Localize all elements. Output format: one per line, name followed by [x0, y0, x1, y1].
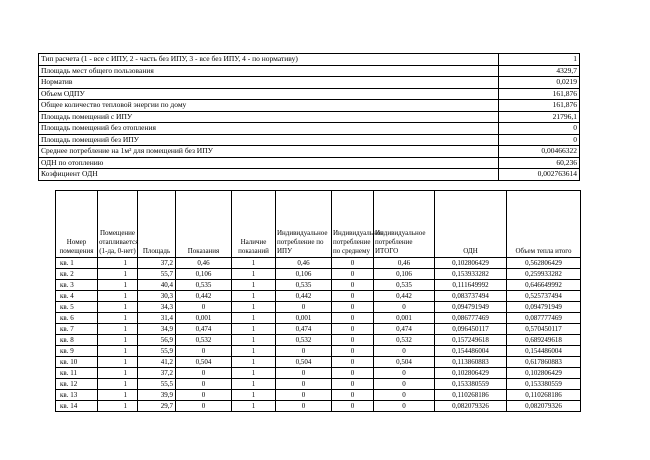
- cell-odn: 0,153933282: [435, 269, 507, 280]
- col-header-odn: ОДН: [435, 191, 507, 258]
- summary-label: Норматив: [39, 77, 499, 89]
- summary-value: 60,236: [499, 157, 580, 169]
- calculation-table: [55, 190, 581, 412]
- summary-label: Тип расчета (1 - все с ИПУ, 2 - часть без ИПУ, 3 - все без ИПУ, 4 - по нормативу): [39, 54, 499, 66]
- cell-individual-total: 0,532: [374, 335, 435, 346]
- cell-individual-average: 0: [332, 269, 374, 280]
- cell-heated: 1: [98, 302, 138, 313]
- summary-value: 0: [499, 123, 580, 135]
- summary-row: [39, 157, 580, 169]
- cell-room-number: кв. 2: [56, 269, 98, 280]
- cell-readings: 0: [176, 346, 232, 357]
- cell-area: 34,9: [138, 324, 176, 335]
- cell-individual-ipu: 0,46: [276, 258, 332, 269]
- cell-readings: 0,474: [176, 324, 232, 335]
- summary-row: [39, 146, 580, 158]
- summary-value: 161,876: [499, 100, 580, 112]
- cell-readings: 0: [176, 368, 232, 379]
- cell-has-readings: 1: [232, 346, 276, 357]
- cell-individual-average: 0: [332, 291, 374, 302]
- table-row: [56, 258, 581, 269]
- cell-room-number: кв. 7: [56, 324, 98, 335]
- col-header-heat-total: Объем тепла итого: [507, 191, 581, 258]
- cell-room-number: кв. 8: [56, 335, 98, 346]
- cell-individual-average: 0: [332, 258, 374, 269]
- cell-readings: 0,535: [176, 280, 232, 291]
- cell-odn: 0,094791949: [435, 302, 507, 313]
- cell-heat-total: 0,102806429: [507, 368, 581, 379]
- table-row: [56, 280, 581, 291]
- summary-label: Площадь помещений без ИПУ: [39, 134, 499, 146]
- col-header-has-readings: Наличие показаний: [232, 191, 276, 258]
- cell-has-readings: 1: [232, 401, 276, 412]
- summary-label: Коэфициент ОДН: [39, 169, 499, 181]
- cell-individual-average: 0: [332, 280, 374, 291]
- cell-individual-total: 0,535: [374, 280, 435, 291]
- cell-individual-total: 0: [374, 401, 435, 412]
- summary-label: Площадь помещений без отопления: [39, 123, 499, 135]
- cell-individual-total: 0: [374, 390, 435, 401]
- summary-row: [39, 54, 580, 66]
- cell-has-readings: 1: [232, 291, 276, 302]
- cell-area: 37,2: [138, 368, 176, 379]
- cell-individual-ipu: 0: [276, 368, 332, 379]
- table-row: [56, 368, 581, 379]
- cell-area: 34,3: [138, 302, 176, 313]
- cell-heat-total: 0,689249618: [507, 335, 581, 346]
- cell-readings: 0: [176, 401, 232, 412]
- summary-value: 0,002763614: [499, 169, 580, 181]
- cell-room-number: кв. 13: [56, 390, 98, 401]
- col-header-room-number: Номер помещения: [56, 191, 98, 258]
- cell-individual-ipu: 0: [276, 379, 332, 390]
- cell-individual-ipu: 0,535: [276, 280, 332, 291]
- cell-area: 31,4: [138, 313, 176, 324]
- summary-label: Объем ОДПУ: [39, 88, 499, 100]
- cell-has-readings: 1: [232, 324, 276, 335]
- cell-individual-total: 0,474: [374, 324, 435, 335]
- summary-row: [39, 169, 580, 181]
- summary-label: Площадь мест общего пользования: [39, 65, 499, 77]
- summary-row: [39, 111, 580, 123]
- cell-room-number: кв. 11: [56, 368, 98, 379]
- cell-room-number: кв. 9: [56, 346, 98, 357]
- cell-heated: 1: [98, 379, 138, 390]
- cell-area: 39,9: [138, 390, 176, 401]
- cell-heated: 1: [98, 357, 138, 368]
- cell-area: 40,4: [138, 280, 176, 291]
- cell-individual-average: 0: [332, 324, 374, 335]
- cell-individual-ipu: 0,001: [276, 313, 332, 324]
- summary-value: 161,876: [499, 88, 580, 100]
- cell-room-number: кв. 5: [56, 302, 98, 313]
- cell-heat-total: 0,617860883: [507, 357, 581, 368]
- table-row: [56, 346, 581, 357]
- table-row: [56, 401, 581, 412]
- cell-readings: 0,46: [176, 258, 232, 269]
- cell-individual-total: 0,442: [374, 291, 435, 302]
- cell-heated: 1: [98, 335, 138, 346]
- cell-individual-total: 0: [374, 302, 435, 313]
- cell-individual-ipu: 0: [276, 390, 332, 401]
- cell-readings: 0,442: [176, 291, 232, 302]
- col-header-heated: Помещение отапливается (1-да, 0-нет): [98, 191, 138, 258]
- cell-odn: 0,110268186: [435, 390, 507, 401]
- cell-has-readings: 1: [232, 313, 276, 324]
- cell-heated: 1: [98, 401, 138, 412]
- cell-room-number: кв. 4: [56, 291, 98, 302]
- cell-heated: 1: [98, 324, 138, 335]
- table-row: [56, 324, 581, 335]
- cell-area: 55,9: [138, 346, 176, 357]
- summary-value: 0: [499, 134, 580, 146]
- cell-individual-ipu: 0,532: [276, 335, 332, 346]
- col-header-readings: Показания: [176, 191, 232, 258]
- table-row: [56, 313, 581, 324]
- table-row: [56, 302, 581, 313]
- col-header-individual-ipu: Индивидуальное потребление по ИПУ: [276, 191, 332, 258]
- cell-individual-ipu: 0: [276, 401, 332, 412]
- cell-has-readings: 1: [232, 390, 276, 401]
- cell-odn: 0,086777469: [435, 313, 507, 324]
- summary-value: 0,00466322: [499, 146, 580, 158]
- cell-individual-average: 0: [332, 302, 374, 313]
- summary-row: [39, 65, 580, 77]
- cell-has-readings: 1: [232, 357, 276, 368]
- cell-odn: 0,111649992: [435, 280, 507, 291]
- cell-individual-total: 0: [374, 379, 435, 390]
- cell-odn: 0,102806429: [435, 258, 507, 269]
- summary-row: [39, 77, 580, 89]
- cell-heat-total: 0,646649992: [507, 280, 581, 291]
- cell-room-number: кв. 14: [56, 401, 98, 412]
- summary-label: Среднее потребление на 1м² для помещений без ИПУ: [39, 146, 499, 158]
- cell-heat-total: 0,082079326: [507, 401, 581, 412]
- cell-room-number: кв. 1: [56, 258, 98, 269]
- cell-heat-total: 0,094791949: [507, 302, 581, 313]
- col-header-individual-total: Индивидуальное потребление ИТОГО: [374, 191, 435, 258]
- table-row: [56, 291, 581, 302]
- cell-individual-ipu: 0,106: [276, 269, 332, 280]
- cell-area: 37,2: [138, 258, 176, 269]
- summary-value: 21796,1: [499, 111, 580, 123]
- cell-heat-total: 0,087777469: [507, 313, 581, 324]
- cell-heated: 1: [98, 313, 138, 324]
- cell-area: 30,3: [138, 291, 176, 302]
- summary-label: Площадь помещений с ИПУ: [39, 111, 499, 123]
- summary-row: [39, 100, 580, 112]
- cell-heat-total: 0,259933282: [507, 269, 581, 280]
- cell-odn: 0,096450117: [435, 324, 507, 335]
- cell-odn: 0,153380559: [435, 379, 507, 390]
- cell-has-readings: 1: [232, 269, 276, 280]
- cell-room-number: кв. 10: [56, 357, 98, 368]
- cell-heated: 1: [98, 258, 138, 269]
- cell-readings: 0: [176, 390, 232, 401]
- cell-individual-ipu: 0,442: [276, 291, 332, 302]
- cell-heat-total: 0,110268186: [507, 390, 581, 401]
- cell-heat-total: 0,153380559: [507, 379, 581, 390]
- cell-has-readings: 1: [232, 335, 276, 346]
- cell-individual-average: 0: [332, 357, 374, 368]
- cell-odn: 0,157249618: [435, 335, 507, 346]
- summary-value: 1: [499, 54, 580, 66]
- cell-has-readings: 1: [232, 379, 276, 390]
- cell-individual-ipu: 0: [276, 346, 332, 357]
- cell-readings: 0,532: [176, 335, 232, 346]
- cell-heated: 1: [98, 269, 138, 280]
- cell-individual-average: 0: [332, 401, 374, 412]
- calc-header-row: [56, 191, 581, 258]
- cell-odn: 0,083737494: [435, 291, 507, 302]
- cell-individual-total: 0: [374, 346, 435, 357]
- cell-readings: 0,106: [176, 269, 232, 280]
- cell-heated: 1: [98, 390, 138, 401]
- cell-individual-average: 0: [332, 390, 374, 401]
- summary-value: 4329,7: [499, 65, 580, 77]
- cell-individual-average: 0: [332, 335, 374, 346]
- summary-row: [39, 88, 580, 100]
- cell-readings: 0,504: [176, 357, 232, 368]
- cell-readings: 0,001: [176, 313, 232, 324]
- summary-label: ОДН по отоплению: [39, 157, 499, 169]
- cell-heated: 1: [98, 368, 138, 379]
- cell-heat-total: 0,154486004: [507, 346, 581, 357]
- cell-area: 55,5: [138, 379, 176, 390]
- cell-heat-total: 0,562806429: [507, 258, 581, 269]
- cell-individual-ipu: 0,474: [276, 324, 332, 335]
- cell-individual-total: 0: [374, 368, 435, 379]
- cell-individual-average: 0: [332, 313, 374, 324]
- cell-individual-total: 0,46: [374, 258, 435, 269]
- cell-individual-total: 0,001: [374, 313, 435, 324]
- cell-individual-total: 0,504: [374, 357, 435, 368]
- cell-heat-total: 0,570450117: [507, 324, 581, 335]
- cell-has-readings: 1: [232, 368, 276, 379]
- cell-room-number: кв. 6: [56, 313, 98, 324]
- cell-heated: 1: [98, 346, 138, 357]
- cell-individual-ipu: 0: [276, 302, 332, 313]
- cell-heated: 1: [98, 291, 138, 302]
- cell-has-readings: 1: [232, 258, 276, 269]
- cell-odn: 0,102806429: [435, 368, 507, 379]
- cell-area: 41,2: [138, 357, 176, 368]
- cell-has-readings: 1: [232, 302, 276, 313]
- cell-area: 56,9: [138, 335, 176, 346]
- cell-odn: 0,082079326: [435, 401, 507, 412]
- cell-heated: 1: [98, 280, 138, 291]
- cell-readings: 0: [176, 302, 232, 313]
- table-row: [56, 357, 581, 368]
- cell-individual-ipu: 0,504: [276, 357, 332, 368]
- table-row: [56, 335, 581, 346]
- col-header-individual-average: Индивидуальное потребление по среднему: [332, 191, 374, 258]
- table-row: [56, 390, 581, 401]
- cell-readings: 0: [176, 379, 232, 390]
- cell-individual-average: 0: [332, 379, 374, 390]
- summary-value: 0,0219: [499, 77, 580, 89]
- col-header-area: Площадь: [138, 191, 176, 258]
- cell-has-readings: 1: [232, 280, 276, 291]
- cell-room-number: кв. 3: [56, 280, 98, 291]
- summary-label: Общее количество тепловой энергии по дому: [39, 100, 499, 112]
- table-row: [56, 379, 581, 390]
- cell-area: 29,7: [138, 401, 176, 412]
- cell-room-number: кв. 12: [56, 379, 98, 390]
- summary-table: [38, 53, 580, 181]
- summary-row: [39, 123, 580, 135]
- cell-odn: 0,113860883: [435, 357, 507, 368]
- cell-heat-total: 0,525737494: [507, 291, 581, 302]
- table-row: [56, 269, 581, 280]
- cell-odn: 0,154486004: [435, 346, 507, 357]
- cell-individual-total: 0,106: [374, 269, 435, 280]
- cell-individual-average: 0: [332, 368, 374, 379]
- cell-individual-average: 0: [332, 346, 374, 357]
- summary-row: [39, 134, 580, 146]
- cell-area: 55,7: [138, 269, 176, 280]
